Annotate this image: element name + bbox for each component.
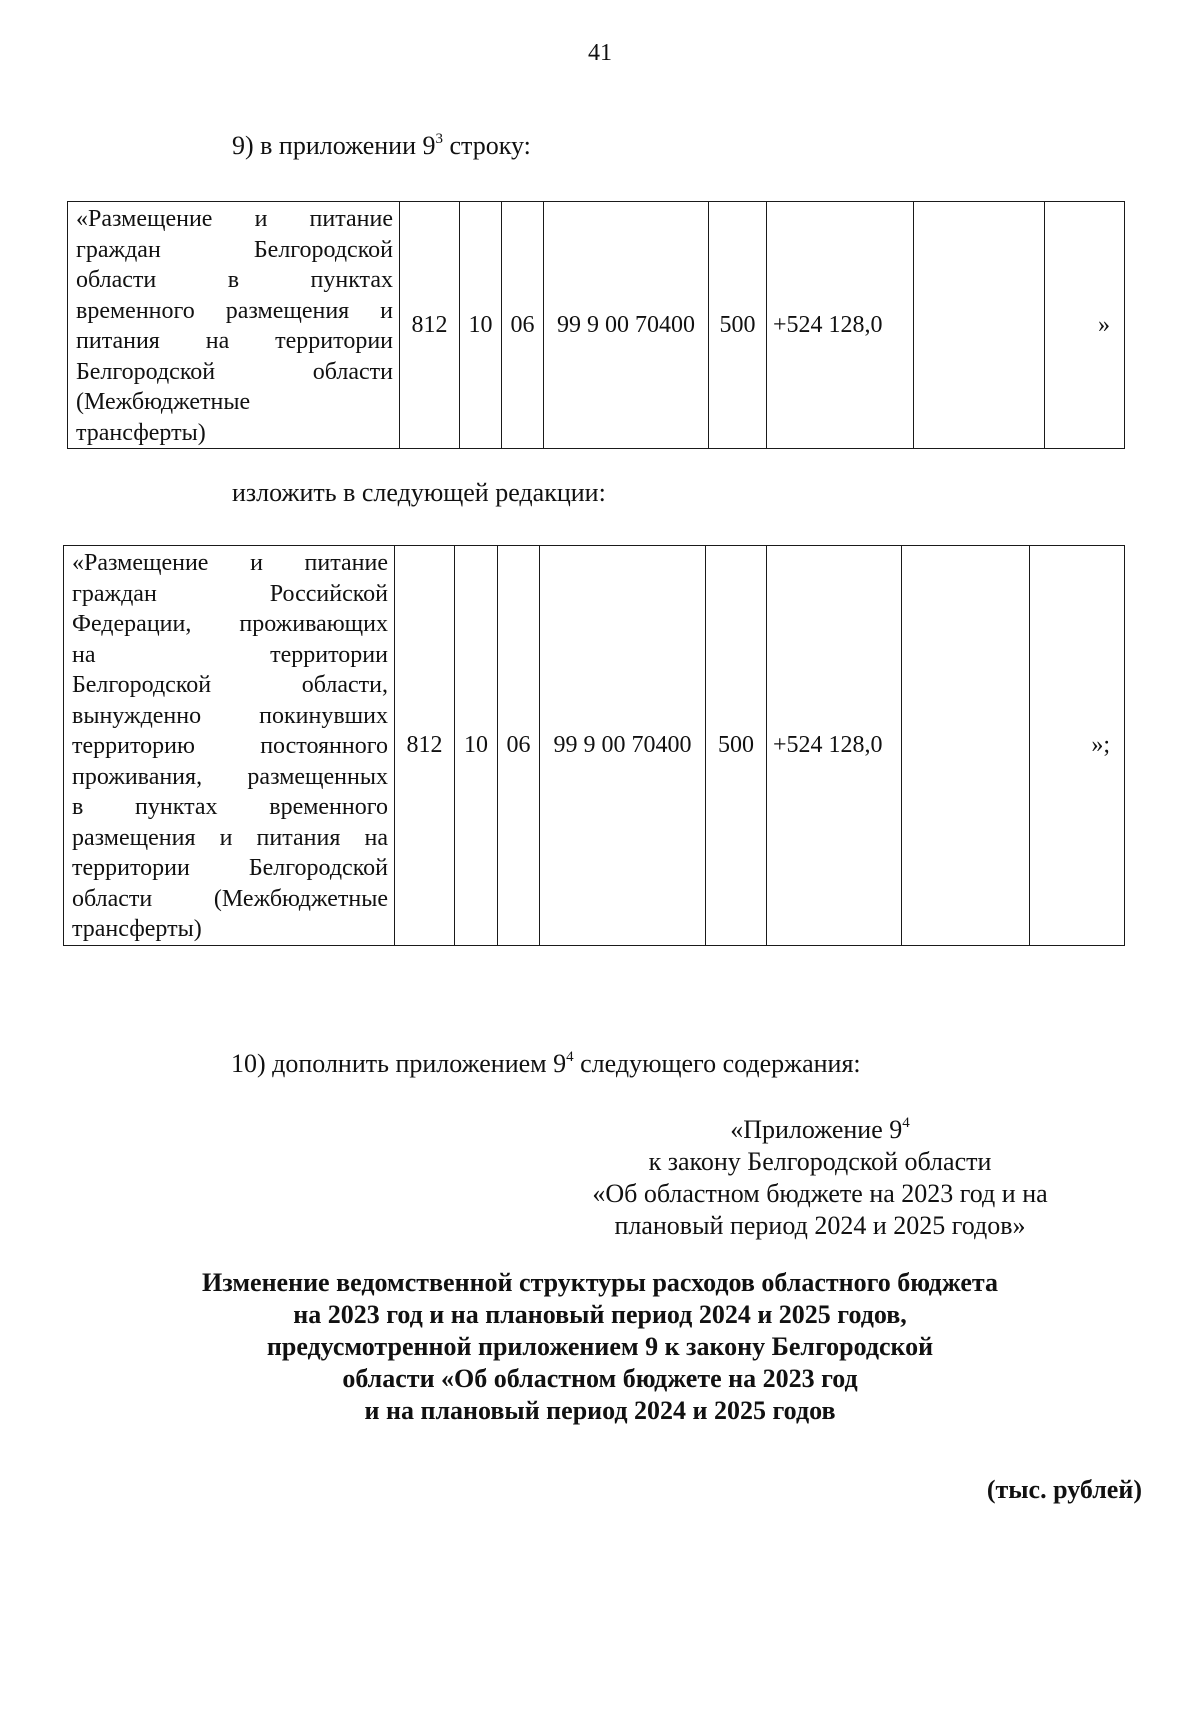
subsection-code-cell: 06: [498, 546, 540, 946]
description-line: трансферты): [72, 916, 202, 942]
description-line: размещения и питания на: [72, 824, 388, 851]
item-9-text: 9) в приложении 9: [232, 131, 436, 160]
restatement-line: изложить в следующей редакции:: [232, 478, 606, 507]
description-line: граждан Белгородской: [76, 236, 393, 263]
title-line: Изменение ведомственной структуры расходов областного бюджета: [202, 1268, 998, 1297]
ministry-code-cell: 812: [400, 202, 460, 449]
target-article-cell: 99 9 00 70400: [540, 546, 706, 946]
target-article-cell: 99 9 00 70400: [544, 202, 709, 449]
description-line: на территории: [72, 641, 388, 668]
item-9-intro: [232, 130, 531, 162]
expense-type-cell: 500: [709, 202, 767, 449]
item-10-intro: [231, 1048, 861, 1080]
title-line: области «Об областном бюджете на 2023 год: [342, 1364, 858, 1393]
title-line: на 2023 год и на плановый период 2024 и 2025 годов,: [293, 1300, 907, 1329]
closing-quote-cell: »: [1045, 202, 1125, 449]
item-10-tail: следующего содержания:: [573, 1049, 861, 1078]
table-row: [64, 546, 1125, 946]
description-line: граждан Российской: [72, 580, 388, 607]
section-code-cell: 10: [455, 546, 498, 946]
appendix-label: «Приложение 9: [730, 1115, 903, 1144]
item-9-superscript: 3: [435, 131, 443, 147]
item-10-text: 10) дополнить приложением 9: [231, 1049, 567, 1078]
section-code-cell: 10: [460, 202, 502, 449]
description-line: (Межбюджетные: [76, 389, 251, 415]
empty-cell: [914, 202, 1045, 449]
ministry-code-cell: 812: [395, 546, 455, 946]
appendix-law-period-line: плановый период 2024 и 2025 годов»: [614, 1211, 1026, 1240]
page-number: 41: [588, 40, 612, 66]
title-line: предусмотренной приложением 9 к закону Белгородской: [266, 1332, 934, 1361]
appendix-superscript: 4: [902, 1115, 910, 1131]
units-label: (тыс. рублей): [986, 1475, 1142, 1504]
appendix-title-line: [520, 1114, 1120, 1146]
description-line: Белгородской области,: [72, 672, 388, 698]
title-line: и на плановый период 2024 и 2025 годов: [364, 1396, 836, 1425]
empty-cell: [902, 546, 1030, 946]
row-description-cell: [68, 202, 400, 449]
description-line: «Размещение и питание: [76, 206, 393, 232]
description-line: проживания, размещенных: [72, 763, 388, 790]
original-row-table: [67, 201, 1125, 449]
description-line: временного размещения и: [76, 297, 393, 324]
description-line: Белгородской области: [76, 358, 393, 385]
amount-cell: +524 128,0: [767, 202, 914, 449]
item-9-tail: строку:: [443, 131, 531, 160]
amount-cell: +524 128,0: [767, 546, 902, 946]
new-row-table: [63, 545, 1125, 946]
description-line: питания на территории: [76, 328, 393, 354]
description-line: вынужденно покинувших: [72, 702, 388, 729]
closing-quote-cell: »;: [1030, 546, 1125, 946]
document-title: [150, 1267, 1050, 1427]
subsection-code-cell: 06: [502, 202, 544, 449]
item-10-superscript: 4: [566, 1049, 574, 1065]
description-line: в пунктах временного: [72, 794, 388, 820]
description-line: территории Белгородской: [72, 855, 388, 881]
description-line: Федерации, проживающих: [72, 611, 388, 637]
description-line: территорию постоянного: [72, 733, 388, 759]
appendix-law-line: к закону Белгородской области: [648, 1147, 992, 1176]
description-line: области в пунктах: [76, 267, 393, 293]
table-row: [68, 202, 1125, 449]
description-line: области (Межбюджетные: [72, 885, 388, 912]
appendix-header: [520, 1114, 1120, 1242]
description-line: «Размещение и питание: [72, 550, 388, 576]
appendix-law-name-line: «Об областном бюджете на 2023 год и на: [592, 1179, 1048, 1208]
description-line: трансферты): [76, 419, 206, 446]
row-description-cell: [64, 546, 395, 946]
expense-type-cell: 500: [706, 546, 767, 946]
